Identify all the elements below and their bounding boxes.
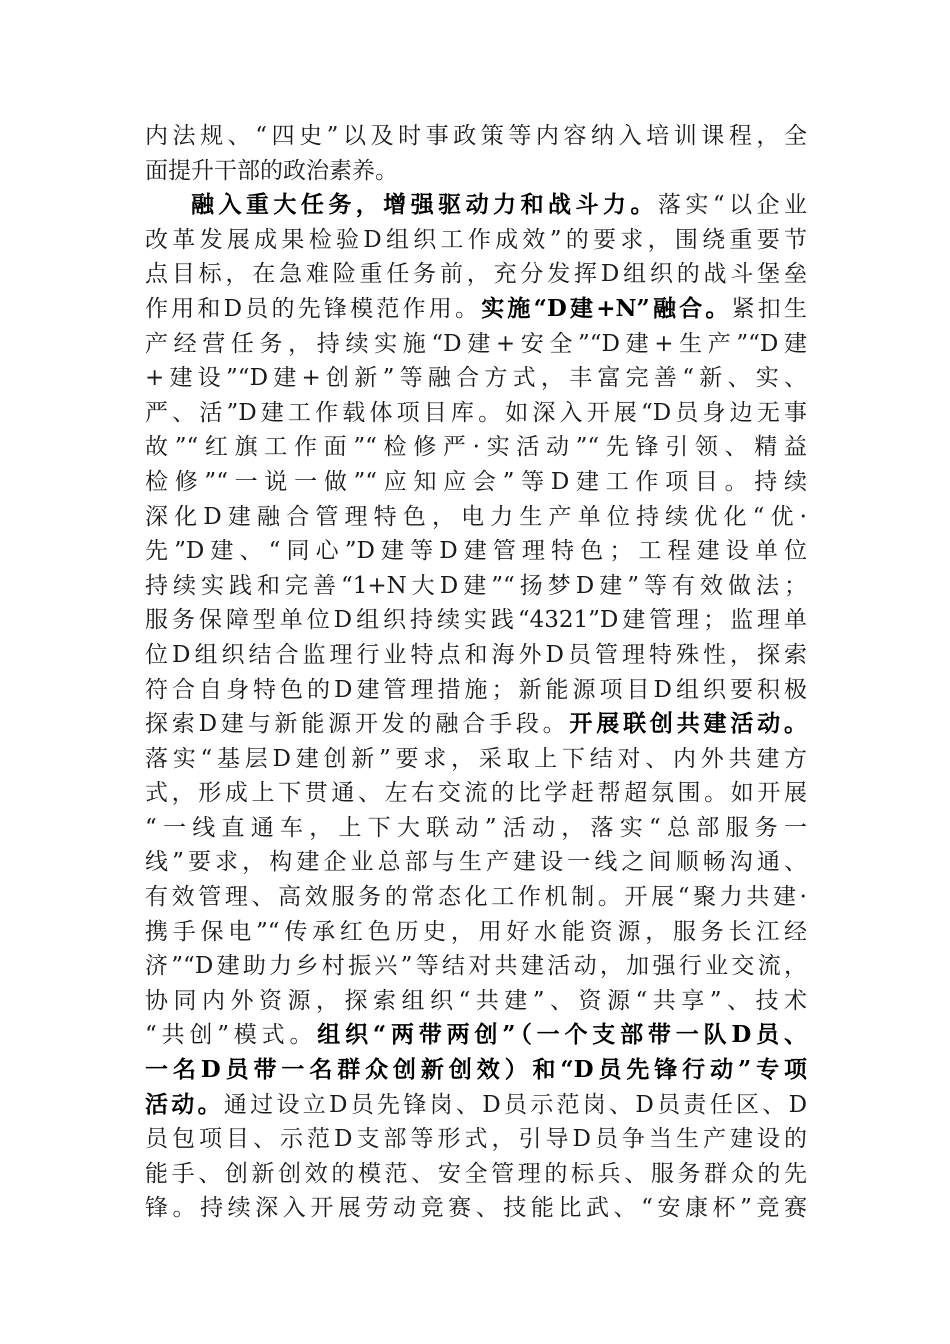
text-line [145,915,807,950]
body-text-segment: 符合自身特色的D建管理措施；新能源项目D组织要积极 [145,676,807,703]
body-text-segment: 作用和D员的先锋模范作用。 [145,295,482,322]
body-text-segment: “共创”模式。 [145,1022,318,1049]
text-line [145,638,807,673]
text-line [145,811,807,846]
text-line [145,430,807,465]
body-text-segment: 内法规、“四史”以及时事政策等内容纳入培训课程，全 [145,123,807,149]
body-text-segment: 有效管理、高效服务的常态化工作机制。开展“聚力共建· [145,884,807,911]
text-line [145,569,807,604]
body-text-segment: 持续实践和完善“1+N大D建”“扬梦D建”等有效做法； [145,572,807,599]
text-line [145,465,807,500]
body-text-segment: 深化D建融合管理特色，电力生产单位持续优化“优· [145,503,807,530]
text-line [145,1122,807,1157]
body-text-segment: 通过设立D员先锋岗、D员示范岗、D员责任区、D [223,1091,807,1118]
text-line [145,154,807,189]
bold-heading-text: 一名D员带一名群众创新创效）和“D员先锋行动”专项 [145,1056,807,1084]
body-text-segment: 紧扣生 [731,295,807,322]
text-line [145,984,807,1019]
bold-heading-text: 活动。 [145,1090,224,1118]
body-text-segment: 协同内外资源，探索组织“共建”、资源“共享”、技术 [145,987,807,1014]
text-line [145,534,807,569]
bold-heading-text: 组织“两带两创”（一个支部带一队D员、 [317,1021,807,1049]
bold-heading-text: 实施“D建+N”融合。 [481,294,732,322]
text-line [145,845,807,880]
text-line [145,1191,807,1226]
bold-heading-text: 开展联创共建活动。 [569,710,807,738]
body-text-segment: 落实“基层D建创新”要求，采取上下结对、内外共建方 [145,745,807,772]
body-text-segment: +建设”“D建+创新”等融合方式，丰富完善“新、实、 [145,365,807,392]
text-line [145,1018,807,1053]
text-line [145,396,807,431]
text-line [145,361,807,396]
body-text-segment: 员包项目、示范D支部等形式，引导D员争当生产建设的 [145,1126,807,1153]
text-line [145,603,807,638]
text-line [145,776,807,811]
body-text-segment: “一线直通车，上下大联动”活动，落实“总部服务一 [145,814,807,841]
text-line [145,327,807,362]
body-text-segment: 济”“D建助力乡村振兴”等结对共建活动，加强行业交流， [145,953,807,980]
text-line [145,257,807,292]
body-text-segment: 位D组织结合监理行业特点和海外D员管理特殊性，探索 [145,641,807,668]
body-text-segment: 落实“以企业 [657,192,807,219]
body-text-segment: 锋。持续深入开展劳动竞赛、技能比武、“安康杯”竞赛 [145,1195,807,1222]
text-line [145,707,807,742]
text-line [145,223,807,258]
text-line [145,949,807,984]
body-text-segment: 能手、创新创效的模范、安全管理的标兵、服务群众的先 [145,1160,807,1187]
text-line [145,500,807,535]
body-text-segment: 点目标，在急难险重任务前，充分发挥D组织的战斗堡垒 [145,261,807,288]
bold-heading-text: 融入重大任务，增强驱动力和战斗力。 [191,191,658,219]
body-text-segment: 改革发展成果检验D组织工作成效”的要求，围绕重要节 [145,226,807,253]
body-text-segment: 线”要求，构建企业总部与生产建设一线之间顺畅沟通、 [145,849,807,876]
text-line [145,119,807,154]
body-text-segment: 服务保障型单位D组织持续实践“4321”D建管理；监理单 [145,607,807,634]
body-text-segment: 产经营任务，持续实施“D建+安全”“D建+生产”“D建 [145,330,807,357]
body-text-segment: 故”“红旗工作面”“检修严·实活动”“先锋引领、精益 [145,434,807,461]
body-text [145,119,807,1226]
body-text-segment: 携手保电”“传承红色历史，用好水能资源，服务长江经 [145,918,807,945]
text-line [145,742,807,777]
text-line [145,1088,807,1123]
body-text-segment: 检修”“一说一做”“应知应会”等D建工作项目。持续 [145,468,807,495]
text-line [145,188,807,223]
body-text-segment: 严、活”D建工作载体项目库。如深入开展“D员身边无事 [145,399,807,426]
body-text-segment: 先”D建、“同心”D建等D建管理特色；工程建设单位 [145,538,807,565]
text-line [145,880,807,915]
body-text-segment: 探索D建与新能源开发的融合手段。 [145,711,570,738]
text-line [145,1157,807,1192]
text-line [145,1053,807,1088]
text-line [145,673,807,708]
text-line [145,292,807,327]
body-text-segment: 面提升干部的政治素养。 [145,157,398,184]
body-text-segment: 式，形成上下贯通、左右交流的比学赶帮超氛围。如开展 [145,780,807,807]
